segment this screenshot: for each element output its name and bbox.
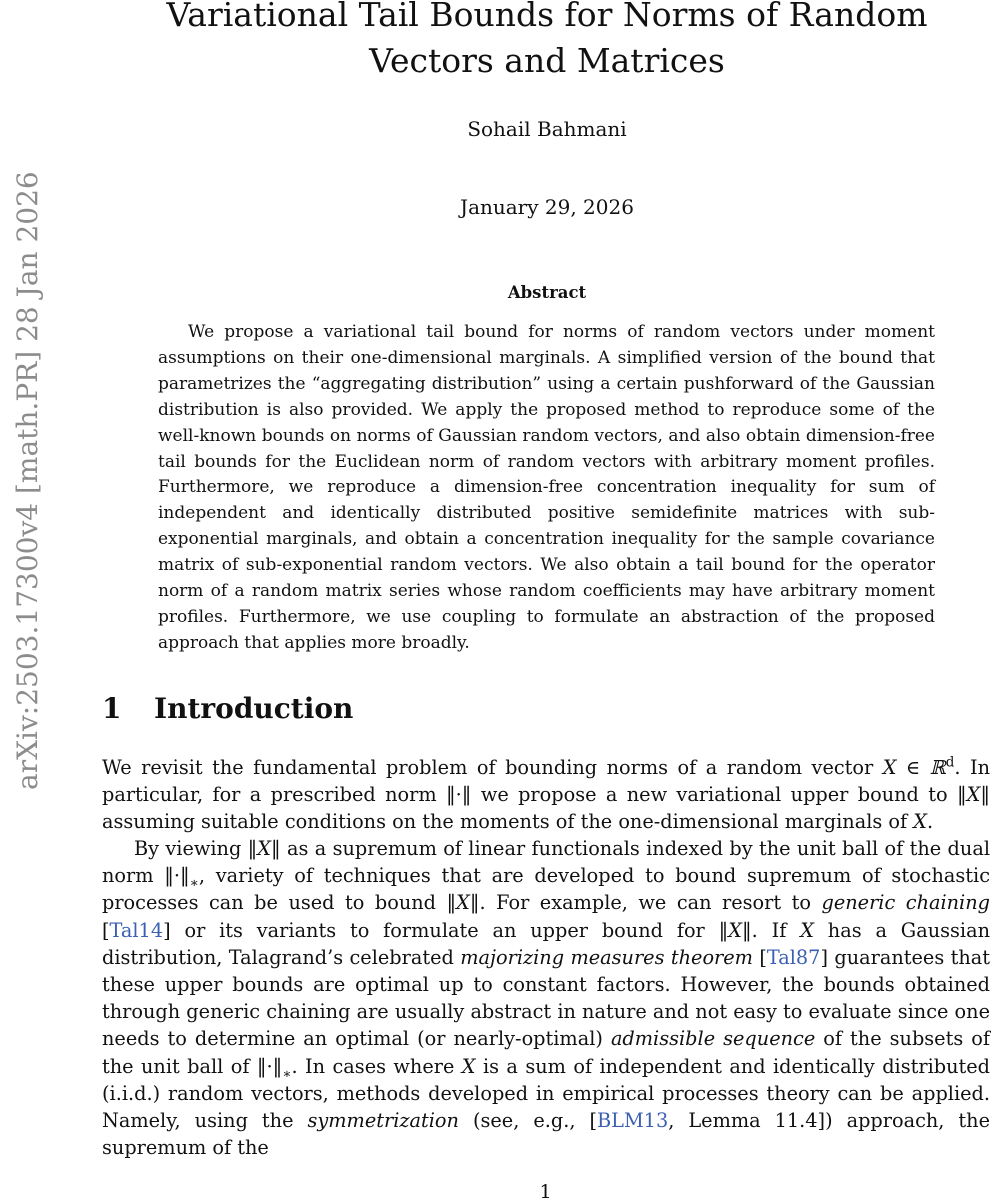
emphasis-admissible-sequence: admissible sequence bbox=[610, 1027, 816, 1051]
abstract-heading: Abstract bbox=[507, 283, 587, 302]
emphasis-generic-chaining: generic chaining bbox=[821, 891, 990, 915]
arxiv-sidebar-stamp: arXiv:2503.17300v4 [math.PR] 28 Jan 2026 bbox=[11, 171, 44, 790]
math-inline: ‖X‖ bbox=[446, 891, 480, 915]
intro-paragraph-2: By viewing ‖X‖ as a supremum of linear functionals indexed by the unit ball of the dual norm $‖\cdot‖_∗$, variety of techniques that are developed to bound supremum of stochastic processes can be used to bound ‖X‖. For example, we can resort to generic chaining [Tal14] or its variants to formulate an upper bound for ‖X‖. If X has a Gaussian distribution, Talagrand’s celebrated majorizing measures theorem [Tal87] guarantees that these upper bounds are optimal up to constant factors. However, the bounds obtained through generic chaining are usually abstract in nature and not easy to evaluate since one needs to determine an optimal (or nearly-optimal) admissible sequence of the subsets of the unit ball of $‖\cdot‖_∗$. In cases where X is a sum of independent and identically distributed (i.i.d.) random vectors, methods developed in empirical processes theory can be applied. Namely, using the symmetrization (see, e.g., [BLM13, Lemma 11.4]) approach, the supremum of the bbox=[102, 837, 991, 1160]
paper-date: January 29, 2026 bbox=[460, 195, 634, 219]
section-title: Introduction bbox=[154, 692, 354, 725]
paper-title: Variational Tail Bounds for Norms of Random Vectors and Matrices bbox=[166, 0, 928, 80]
citation-link-blm13[interactable]: BLM13 bbox=[596, 1109, 669, 1133]
intro-paragraph-1: We revisit the fundamental problem of bounding norms of a random vector X ∈ ℝ$^d$. In particular, for a prescribed norm ‖·‖ we propose a new variational upper bound to ‖X‖ assuming suitable conditions on the moments of the one-dimensional marginals of X. bbox=[102, 754, 991, 834]
math-inline: X bbox=[461, 1054, 476, 1078]
math-inline: ‖·‖ bbox=[446, 783, 472, 807]
math-inline: X bbox=[913, 810, 927, 834]
abstract-text: We propose a variational tail bound for norms of random vectors under moment assumptions on their one-dimensional marginals. A simplified version of the bound that parametrizes the “aggregating distribution” using a certain pushforward of the Gaussian distribution is also provided. We apply the proposed method to reproduce some of the well-known bounds on norms of Gaussian random vectors, and also obtain dimension-free tail bounds for the Euclidean norm of random vectors with arbitrary moment profiles. Furthermore, we reproduce a dimension-free concentration inequality for sum of independent and identically distributed positive semidefinite matrices with sub-exponential marginals, and obtain a concentration inequality for the sample covariance matrix of sub-exponential random vectors. We also obtain a tail bound for the operator norm of a random matrix series whose random coefficients may have arbitrary moment profiles. Furthermore, we use coupling to formulate an abstraction of the proposed approach that applies more broadly. bbox=[158, 322, 935, 653]
page-number: 1 bbox=[539, 1181, 552, 1203]
math-inline: ‖X‖ bbox=[956, 783, 990, 807]
author-name: Sohail Bahmani bbox=[467, 117, 627, 141]
math-inline: ‖X‖ bbox=[247, 837, 281, 860]
section-heading-introduction bbox=[102, 692, 353, 725]
math-inline: ‖X‖ bbox=[718, 918, 752, 942]
emphasis-symmetrization: symmetrization bbox=[307, 1109, 459, 1133]
section-number: 1 bbox=[102, 692, 122, 725]
emphasis-majorizing-measures: majorizing measures theorem bbox=[460, 945, 753, 969]
citation-link-tal14[interactable]: Tal14 bbox=[109, 918, 164, 942]
citation-link-tal87[interactable]: Tal87 bbox=[766, 945, 821, 969]
math-inline: X bbox=[800, 918, 814, 942]
math-inline: ‖·‖ bbox=[164, 864, 190, 888]
math-inline: X ∈ ℝ bbox=[882, 756, 946, 779]
math-inline: ‖·‖ bbox=[256, 1054, 283, 1078]
